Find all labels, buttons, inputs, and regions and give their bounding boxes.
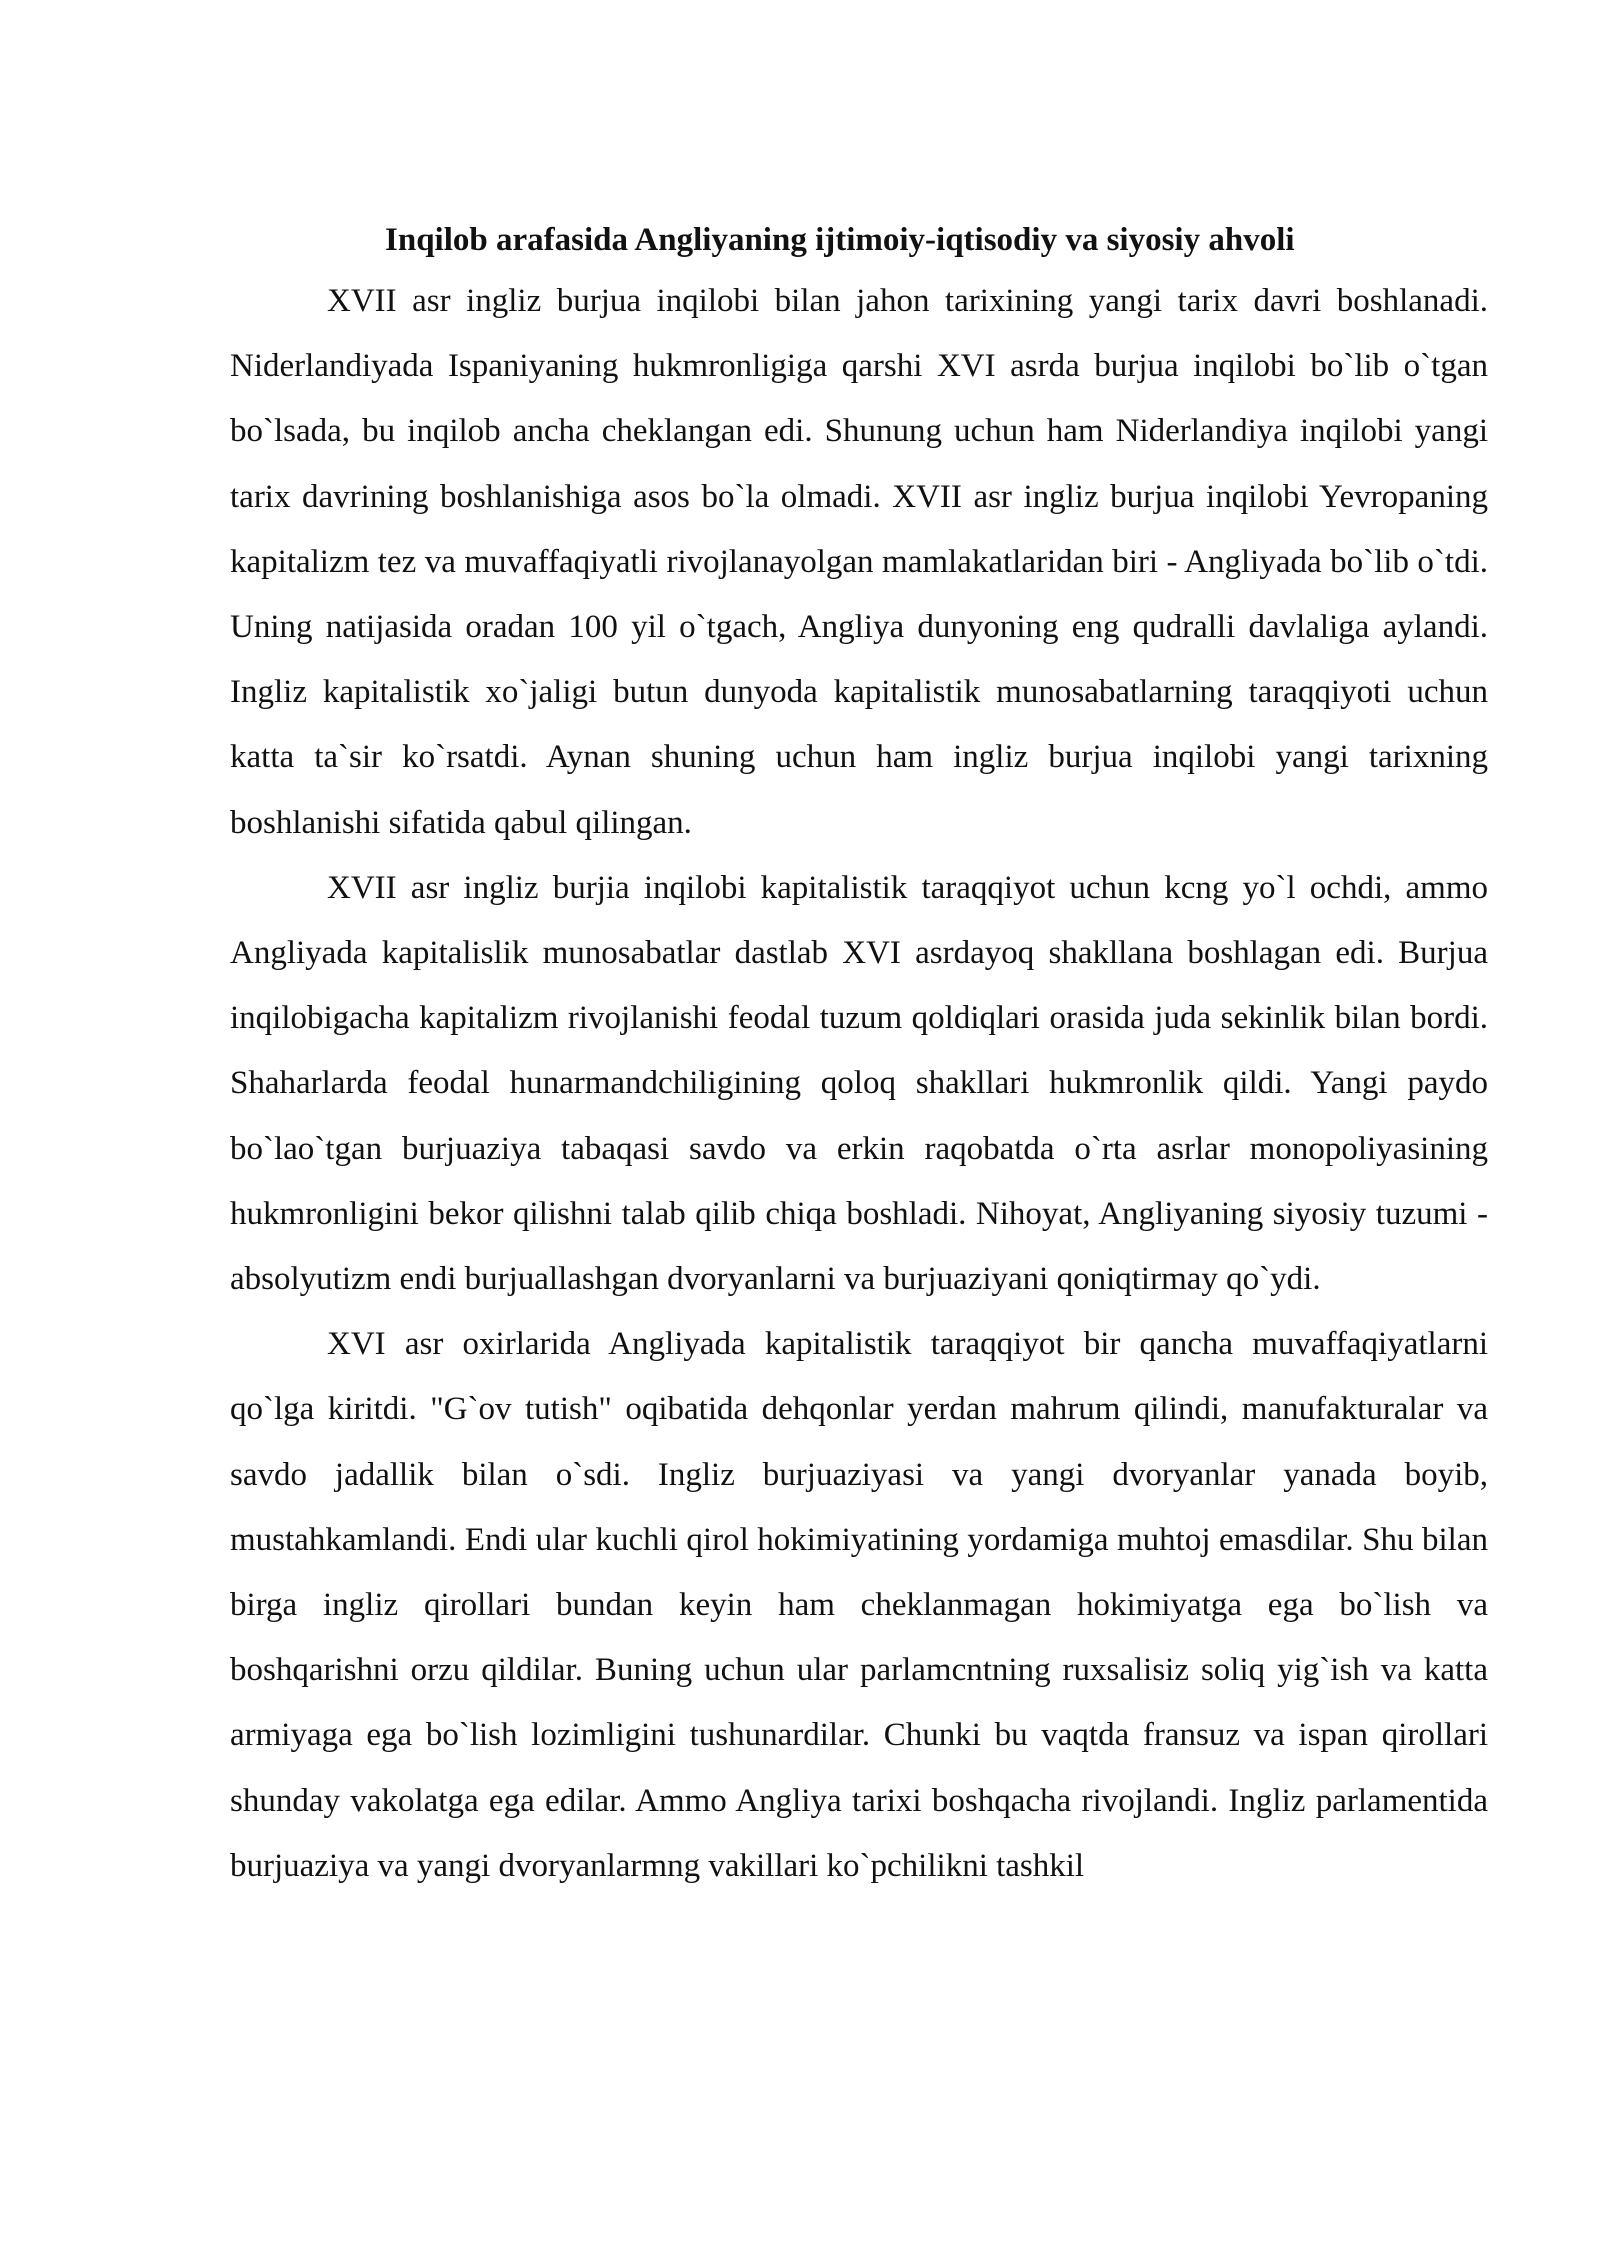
paragraph-2: XVII asr ingliz burjia inqilobi kapitalistik taraqqiyot uchun kcng yo`l ochdi, ammo Angliyada kapitalislik munosabatlar dastlab XVI asrdayoq shakllana boshlagan edi. Burjua inqilobigacha kapitalizm rivojlanishi feodal tuzum qoldiqlari orasida juda sekinlik bilan bordi. Shaharlarda feodal hunarmandchiligining qoloq shakllari hukmronlik qildi. Yangi paydo bo`lao`tgan burjuaziya tabaqasi savdo va erkin raqobatda o`rta asrlar monopoliyasining hukmronligini bekor qilishni talab qilib chiqa boshladi. Nihoyat, Angliyaning siyosiy tuzumi - absolyutizm endi burjuallashgan dvoryanlarni va burjuaziyani qoniqtirmay qo`ydi. bbox=[230, 869, 1488, 1298]
document-title: Inqilob arafasida Angliyaning ijtimoiy-iqtisodiy va siyosiy ahvoli bbox=[385, 222, 1295, 258]
paragraph-3: XVI asr oxirlarida Angliyada kapitalistik taraqqiyot bir qancha muvaffaqiyatlarni qo`lga kiritdi. "G`ov tutish" oqibatida dehqonlar yerdan mahrum qilindi, manufakturalar va savdo jadallik bilan o`sdi. Ingliz burjuaziyasi va yangi dvoryanlar yanada boyib, mustahkamlandi. Endi ular kuchli qirol hokimiyatining yordamiga muhtoj emasdilar. Shu bilan birga ingliz qirollari bundan keyin ham cheklanmagan hokimiyatga ega bo`lish va boshqarishni orzu qildilar. Buning uchun ular parlamcntning ruxsalisiz soliq yig`ish va katta armiyaga ega bo`lish lozimligini tushunardilar. Chunki bu vaqtda fransuz va ispan qirollari shunday vakolatga ega edilar. Ammo Angliya tarixi boshqacha rivojlandi. Ingliz parlamentida burjuaziya va yangi dvoryanlarmng vakillari ko`pchilikni tashkil bbox=[230, 1326, 1488, 1884]
paragraph-1: XVII asr ingliz burjua inqilobi bilan jahon tarixining yangi tarix davri boshlanadi. Niderlandiyada Ispaniyaning hukmronligiga qarshi XVI asrda burjua inqilobi bo`lib o`tgan bo`lsada, bu inqilob ancha cheklangan edi. Shunung uchun ham Niderlandiya inqilobi yangi tarix davrining boshlanishiga asos bo`la olmadi. XVII asr ingliz burjua inqilobi Yevropaning kapitalizm tez va muvaffaqiyatli rivojlanayolgan mamlakatlaridan biri - Angliyada bo`lib o`tdi. Uning natijasida oradan 100 yil o`tgach, Angliya dunyoning eng qudralli davlaliga aylandi. Ingliz kapitalistik xo`jaligi butun dunyoda kapitalistik munosabatlarning taraqqiyoti uchun katta ta`sir ko`rsatdi. Aynan shuning uchun ham ingliz burjua inqilobi yangi tarixning boshlanishi sifatida qabul qilingan. bbox=[230, 283, 1488, 841]
document-body bbox=[230, 212, 1488, 1899]
